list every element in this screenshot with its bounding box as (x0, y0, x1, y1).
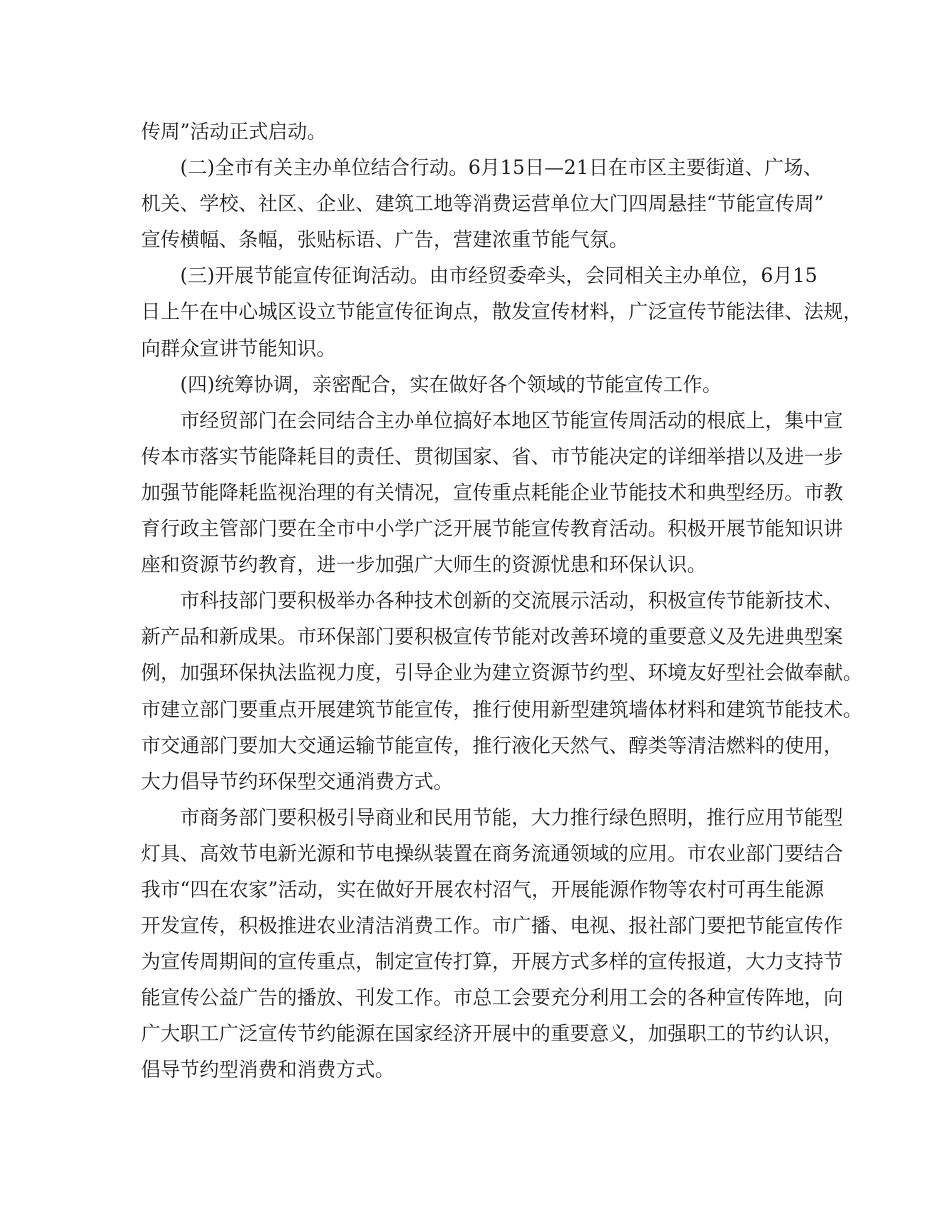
text-line: 宣传横幅、条幅，张贴标语、广告，营建浓重节能气氛。 (141, 228, 629, 252)
text-line: 日上午在中心城区设立节能宣传征询点，散发宣传材料，广泛宣传节能法律、法规， (141, 300, 863, 324)
text-line: 例，加强环保执法监视力度，引导企业为建立资源节约型、环境友好型社会做奉献。 (141, 661, 863, 685)
text-line: 传周”活动正式启动。 (141, 120, 327, 143)
text-line: 市交通部门要加大交通运输节能宣传，推行液化天然气、醇类等清洁燃料的使用， (141, 733, 844, 757)
text-line: 座和资源节约教育，进一步加强广大师生的资源忧患和环保认识。 (141, 553, 707, 577)
text-line: 我市“四在农家”活动，实在做好开展农村沼气，开展能源作物等农村可再生能源 (141, 877, 824, 901)
text-line: 新产品和新成果。市环保部门要积极宣传节能对改善环境的重要意义及先进典型案 (141, 625, 844, 649)
text-line: 倡导节约型消费和消费方式。 (141, 1058, 395, 1082)
text-line: 能宣传公益广告的播放、刊发工作。市总工会要充分利用工会的各种宣传阵地，向 (141, 986, 844, 1010)
text-line: 传本市落实节能降耗目的责任、贯彻国家、省、市节能决定的详细举措以及进一步 (141, 444, 844, 468)
text-line: 为宣传周期间的宣传重点，制定宣传打算，开展方式多样的宣传报道，大力支持节 (141, 950, 844, 974)
text-line: 大力倡导节约环保型交通消费方式。 (141, 769, 454, 793)
document-body (141, 114, 863, 1089)
text-line: 加强节能降耗监视治理的有关情况，宣传重点耗能企业节能技术和典型经历。市教 (141, 480, 844, 504)
text-line: 市经贸部门在会同结合主办单位搞好本地区节能宣传周活动的根底上，集中宣 (180, 408, 844, 432)
text-line: (三)开展节能宣传征询活动。由市经贸委牵头，会同相关主办单位，6月15 (180, 264, 818, 288)
text-line: (二)全市有关主办单位结合行动。6月15日—21日在市区主要街道、广场、 (180, 156, 823, 180)
text-line: 育行政主管部门要在全市中小学广泛开展节能宣传教育活动。积极开展节能知识讲 (141, 517, 844, 541)
text-line: 灯具、高效节电新光源和节电操纵装置在商务流通领域的应用。市农业部门要结合 (141, 841, 844, 865)
text-line: 机关、学校、社区、企业、建筑工地等消费运营单位大门四周悬挂“节能宣传周” (141, 192, 824, 216)
text-line: 市商务部门要积极引导商业和民用节能，大力推行绿色照明，推行应用节能型 (180, 805, 844, 829)
text-line: 市建立部门要重点开展建筑节能宣传，推行使用新型建筑墙体材料和建筑节能技术。 (141, 697, 863, 721)
text-line: 向群众宣讲节能知识。 (141, 336, 337, 360)
text-line: 广大职工广泛宣传节约能源在国家经济开展中的重要意义，加强职工的节约认识， (141, 1022, 844, 1046)
text-line: (四)统筹协调，亲密配合，实在做好各个领域的节能宣传工作。 (180, 372, 722, 396)
text-line: 开发宣传，积极推进农业清洁消费工作。市广播、电视、报社部门要把节能宣传作 (141, 914, 844, 938)
text-line: 市科技部门要积极举办各种技术创新的交流展示活动，积极宣传节能新技术、 (180, 589, 844, 613)
